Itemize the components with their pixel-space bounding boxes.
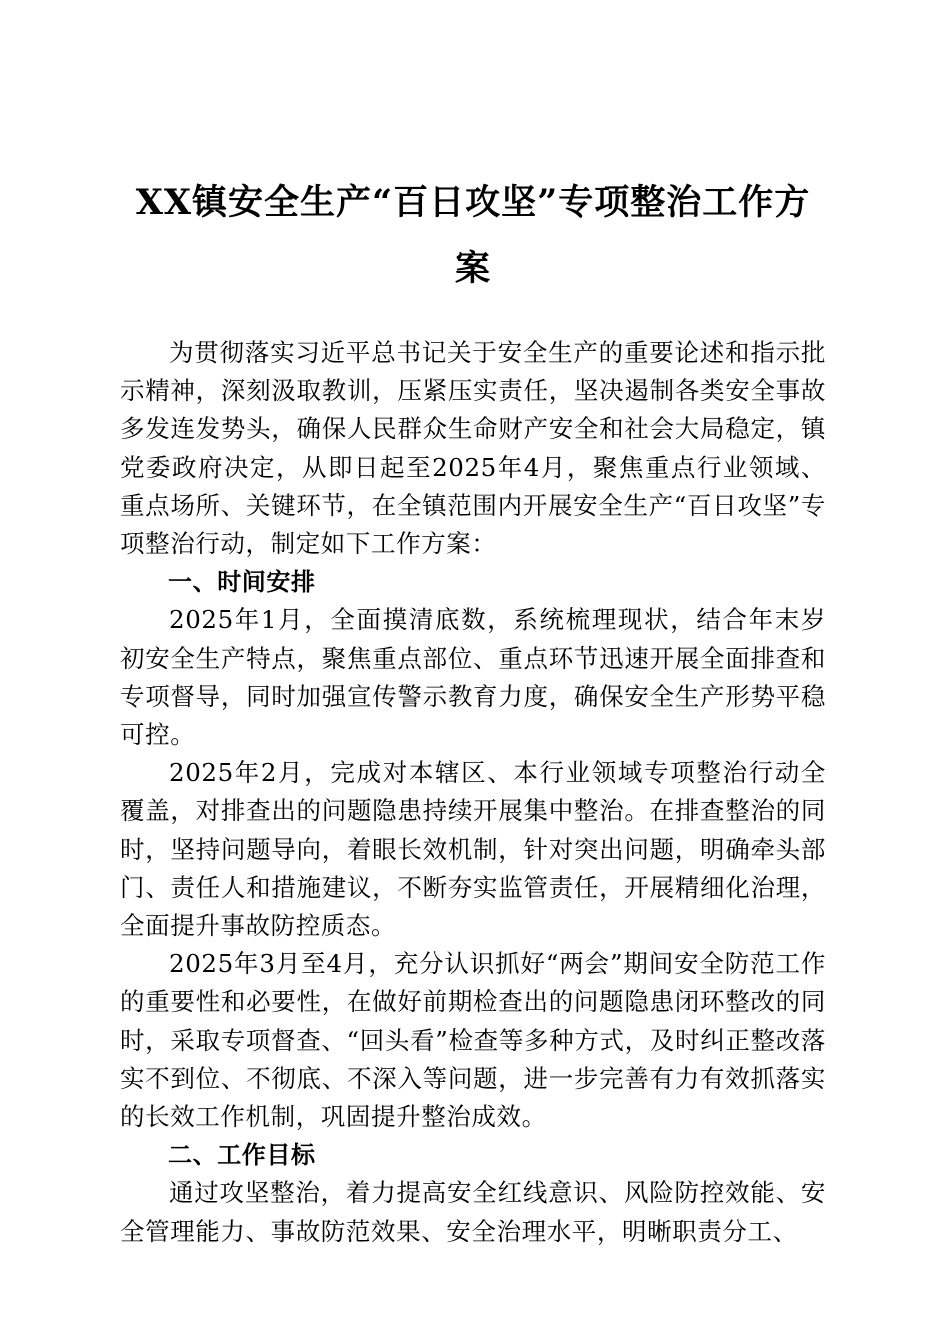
paragraph-march-april: 2025年3月至4月，充分认识抓好“两会”期间安全防范工作的重要性和必要性，在做好前期检查出的问题隐患闭环整改的同时，采取专项督查、“回头看”检查等多种方式，及时纠正整改落实不到位、不彻底、不深入等问题，进一步完善有力有效抓落实的长效工作机制，巩固提升整治成效。	[120, 949, 826, 1132]
title-line-2: 案	[454, 248, 491, 289]
document-body	[120, 334, 826, 1251]
paragraph-intro: 为贯彻落实习近平总书记关于安全生产的重要论述和指示批示精神，深刻汲取教训，压紧压实责任，坚决遏制各类安全事故多发连发势头，确保人民群众生命财产安全和社会大局稳定，镇党委政府决定，从即日起至2025年4月，聚焦重点行业领域、重点场所、关键环节，在全镇范围内开展安全生产“百日攻坚”专项整治行动，制定如下工作方案：	[120, 338, 826, 559]
paragraph-january: 2025年1月，全面摸清底数，系统梳理现状，结合年末岁初安全生产特点，聚焦重点部位、重点环节迅速开展全面排查和专项督导，同时加强宣传警示教育力度，确保安全生产形势平稳可控。	[120, 605, 826, 750]
paragraph-february: 2025年2月，完成对本辖区、本行业领域专项整治行动全覆盖，对排查出的问题隐患持续开展集中整治。在排查整治的同时，坚持问题导向，着眼长效机制，针对突出问题，明确牵头部门、责任人和措施建议，不断夯实监管责任，开展精细化治理，全面提升事故防控质态。	[120, 758, 826, 941]
section-heading-schedule: 一、时间安排	[168, 568, 316, 597]
document-title	[120, 170, 826, 302]
section-heading-goals: 二、工作目标	[168, 1141, 316, 1170]
title-line-1: XX镇安全生产“百日攻坚”专项整治工作方	[135, 182, 811, 223]
paragraph-goals: 通过攻坚整治，着力提高安全红线意识、风险防控效能、安全管理能力、事故防范效果、安全治理水平，明晰职责分工、	[120, 1178, 826, 1246]
